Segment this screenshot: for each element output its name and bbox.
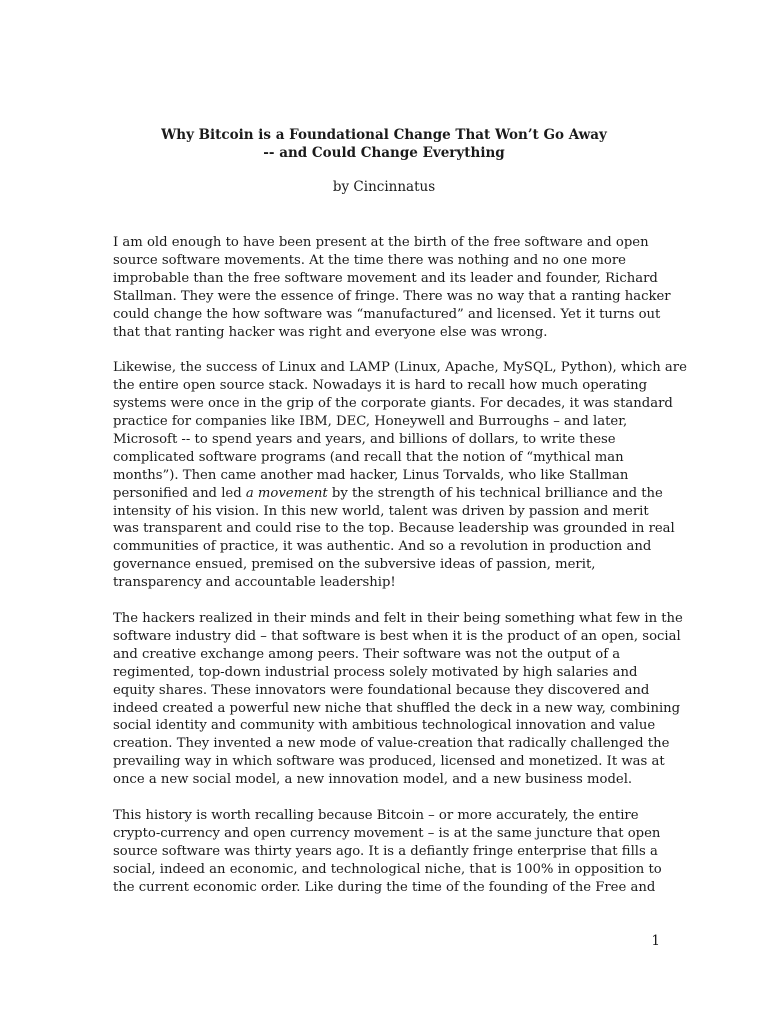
paragraph-3 (113, 610, 683, 789)
text-segment: personified and led (113, 485, 246, 501)
paragraph-4 (113, 807, 662, 897)
text-line: governance ensued, premised on the subversive ideas of passion, merit, (113, 557, 596, 573)
text-line: the current economic order. Like during the time of the founding of the Free and (113, 879, 656, 895)
text-line: transparency and accountable leadership! (113, 575, 396, 591)
text-line: equity shares. These innovators were foundational because they discovered and (113, 682, 650, 698)
text-line: social, indeed an economic, and technological niche, that is 100% in opposition to (113, 861, 662, 877)
text-line: intensity of his vision. In this new world, talent was driven by passion and merit (113, 503, 649, 519)
text-line: crypto-currency and open currency movement – is at the same juncture that open (113, 825, 661, 841)
text-line: and creative exchange among peers. Their software was not the output of a (113, 646, 621, 662)
text-line: practice for companies like IBM, DEC, Honeywell and Burroughs – and later, (113, 414, 628, 430)
text-line: I am old enough to have been present at the birth of the free software and open (113, 235, 649, 250)
text-line: Microsoft -- to spend years and years, and billions of dollars, to write these (113, 431, 616, 447)
text-line: indeed created a powerful new niche that shuffled the deck in a new way, combining (113, 700, 681, 716)
text-line-with-emphasis (113, 485, 663, 503)
text-line: the entire open source stack. Nowadays it is hard to recall how much operating (113, 378, 648, 394)
text-line: social identity and community with ambitious technological innovation and value (113, 718, 656, 734)
text-line: that that ranting hacker was right and everyone else was wrong. (113, 324, 548, 340)
text-line: Likewise, the success of Linux and LAMP (Linux, Apache, MySQL, Python), which are (113, 360, 687, 376)
text-line: prevailing way in which software was produced, licensed and monetized. It was at (113, 754, 665, 770)
title-line-2: -- and Could Change Everything (263, 145, 505, 161)
document-body (113, 234, 687, 914)
document-title (0, 126, 768, 162)
text-line: could change the how software was “manufactured” and licensed. Yet it turns out (113, 306, 661, 322)
title-line-1: Why Bitcoin is a Foundational Change That Won’t Go Away (161, 127, 607, 143)
text-line: months”). Then came another mad hacker, Linus Torvalds, who like Stallman (113, 467, 629, 483)
text-line: source software movements. At the time there was nothing and no one more (113, 252, 626, 268)
emphasized-text: a movement (245, 485, 328, 501)
paragraph-2 (113, 359, 687, 592)
text-line: software industry did – that software is best when it is the product of an open, social (113, 628, 681, 644)
page-number: 1 (651, 933, 660, 949)
author-byline: by Cincinnatus (332, 179, 436, 195)
text-line: Stallman. They were the essence of fringe. There was no way that a ranting hacker (113, 288, 671, 304)
text-line: once a new social model, a new innovation model, and a new business model. (113, 772, 633, 788)
text-line: The hackers realized in their minds and felt in their being something what few in the (113, 611, 683, 626)
text-line: source software was thirty years ago. It is a defiantly fringe enterprise that fills a (113, 843, 658, 859)
text-line: creation. They invented a new mode of value-creation that radically challenged the (113, 736, 670, 752)
text-segment: by the strength of his technical brilliance and the (327, 485, 663, 501)
text-line: improbable than the free software movement and its leader and founder, Richard (113, 270, 658, 286)
text-line: communities of practice, it was authentic. And so a revolution in production and (113, 539, 652, 555)
text-line: This history is worth recalling because Bitcoin – or more accurately, the entire (113, 807, 639, 823)
paragraph-1 (113, 234, 671, 341)
text-line: regimented, top-down industrial process solely motivated by high salaries and (113, 664, 638, 680)
text-line: systems were once in the grip of the corporate giants. For decades, it was standard (113, 396, 673, 412)
text-line: was transparent and could rise to the top. Because leadership was grounded in real (113, 521, 675, 537)
text-line: complicated software programs (and recall that the notion of “mythical man (113, 449, 624, 465)
